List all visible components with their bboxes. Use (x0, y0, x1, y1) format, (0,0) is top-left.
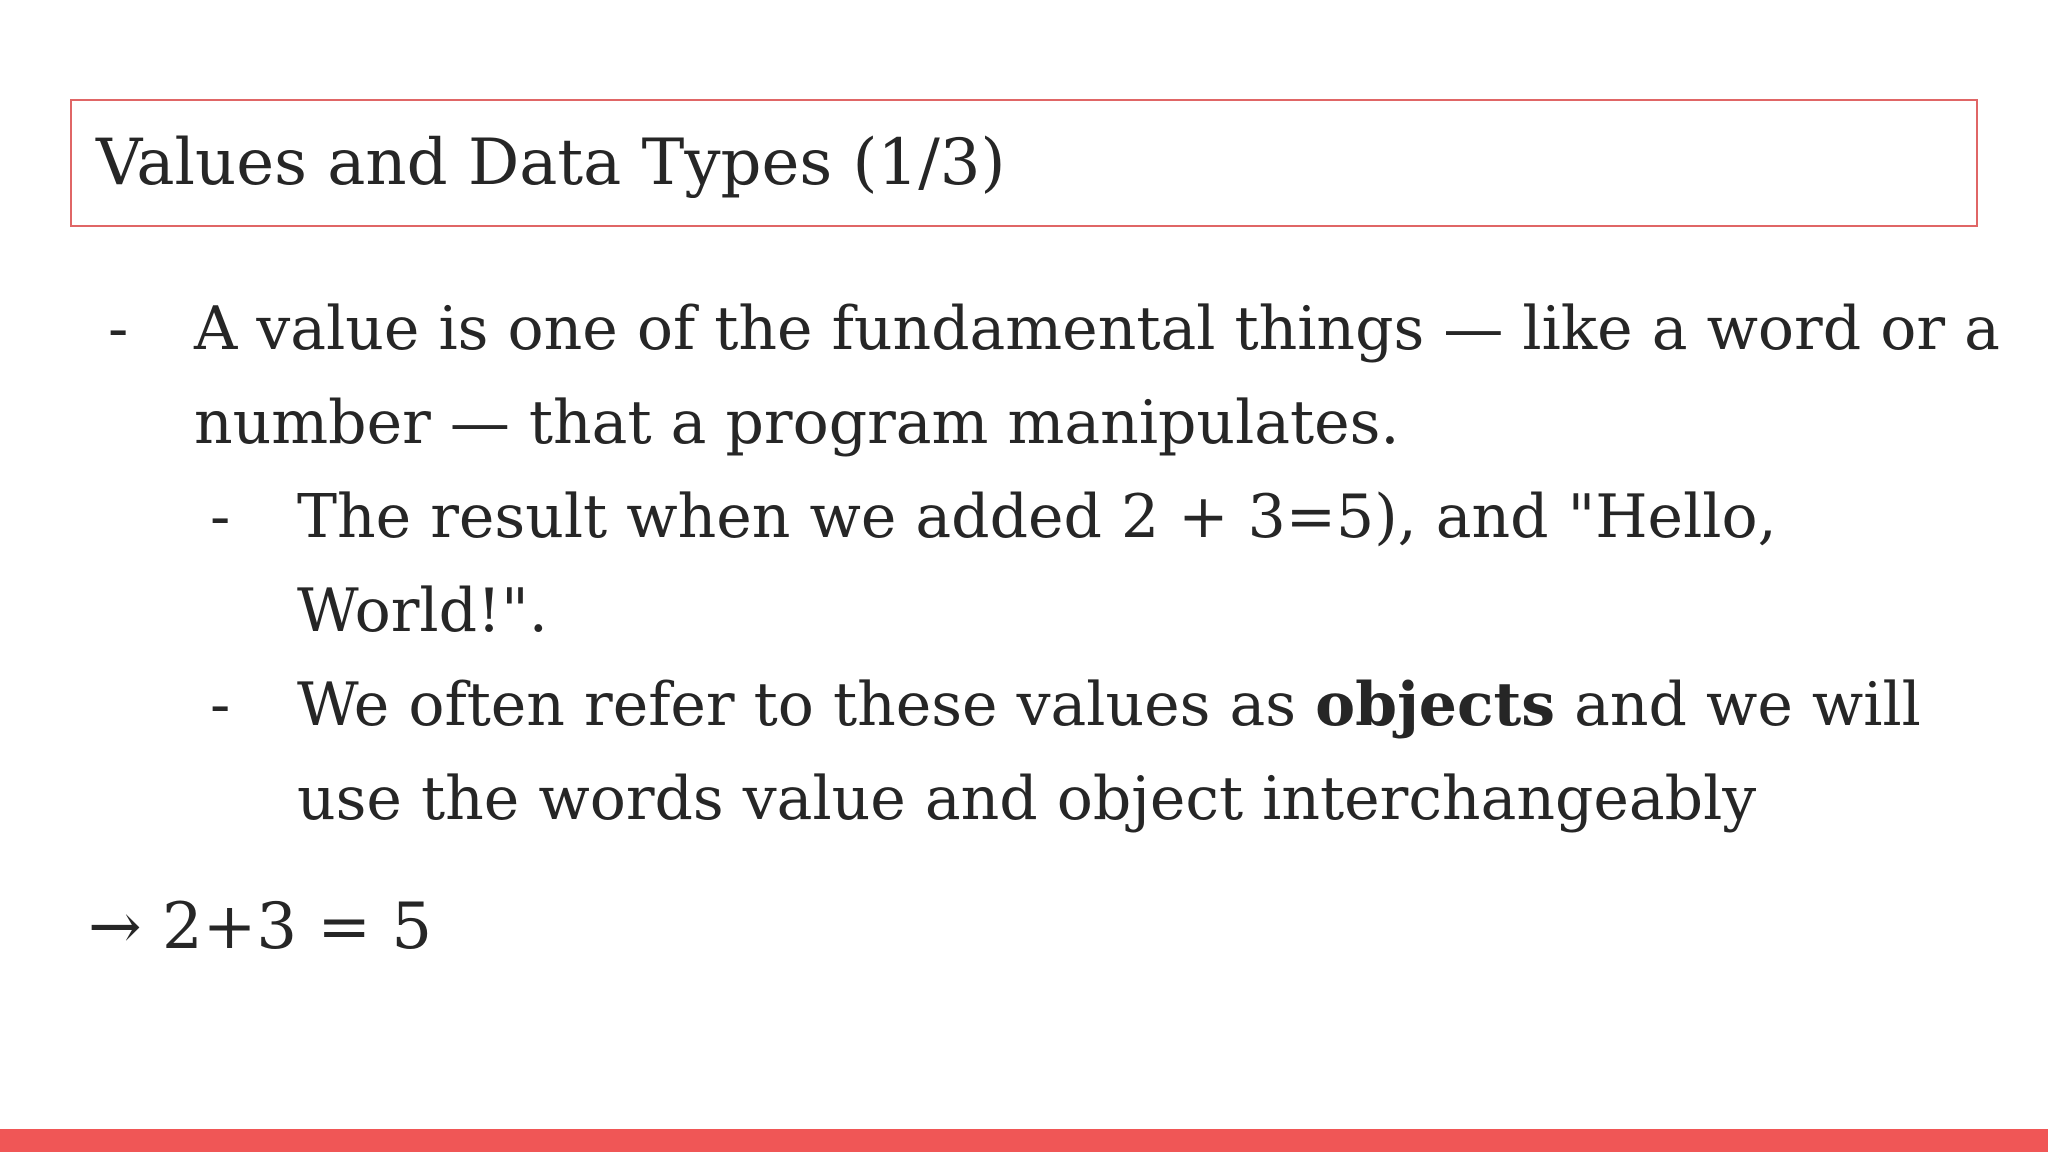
bullet-line: A value is one of the fundamental things — like a word or a (194, 294, 2000, 364)
example-expression: → 2+3 = 5 (88, 890, 433, 964)
bullet-line (297, 658, 1921, 752)
title-box (70, 99, 1978, 227)
bullet-text: We often refer to these values as (297, 670, 1316, 740)
bullet-line: The result when we added 2 + 3=5), and "Hello, (297, 482, 1777, 552)
sub-bullet-item-objects (297, 658, 1921, 846)
bullet-marker: - (108, 294, 129, 364)
bold-term-objects: objects (1315, 670, 1556, 740)
bottom-accent-bar (0, 1129, 2048, 1152)
slide-title: Values and Data Types (1/3) (96, 126, 1006, 200)
bullet-text: and we will (1555, 670, 1921, 740)
sub-bullet-marker: - (210, 670, 231, 740)
bullet-line: World!". (297, 576, 548, 646)
sub-bullet-item-examples (297, 470, 1777, 658)
bullet-line: number — that a program manipulates. (194, 388, 1400, 458)
sub-bullet-marker: - (210, 482, 231, 552)
bullet-line: use the words value and object interchangeably (297, 764, 1757, 834)
bullet-item-value-definition (194, 282, 2000, 470)
